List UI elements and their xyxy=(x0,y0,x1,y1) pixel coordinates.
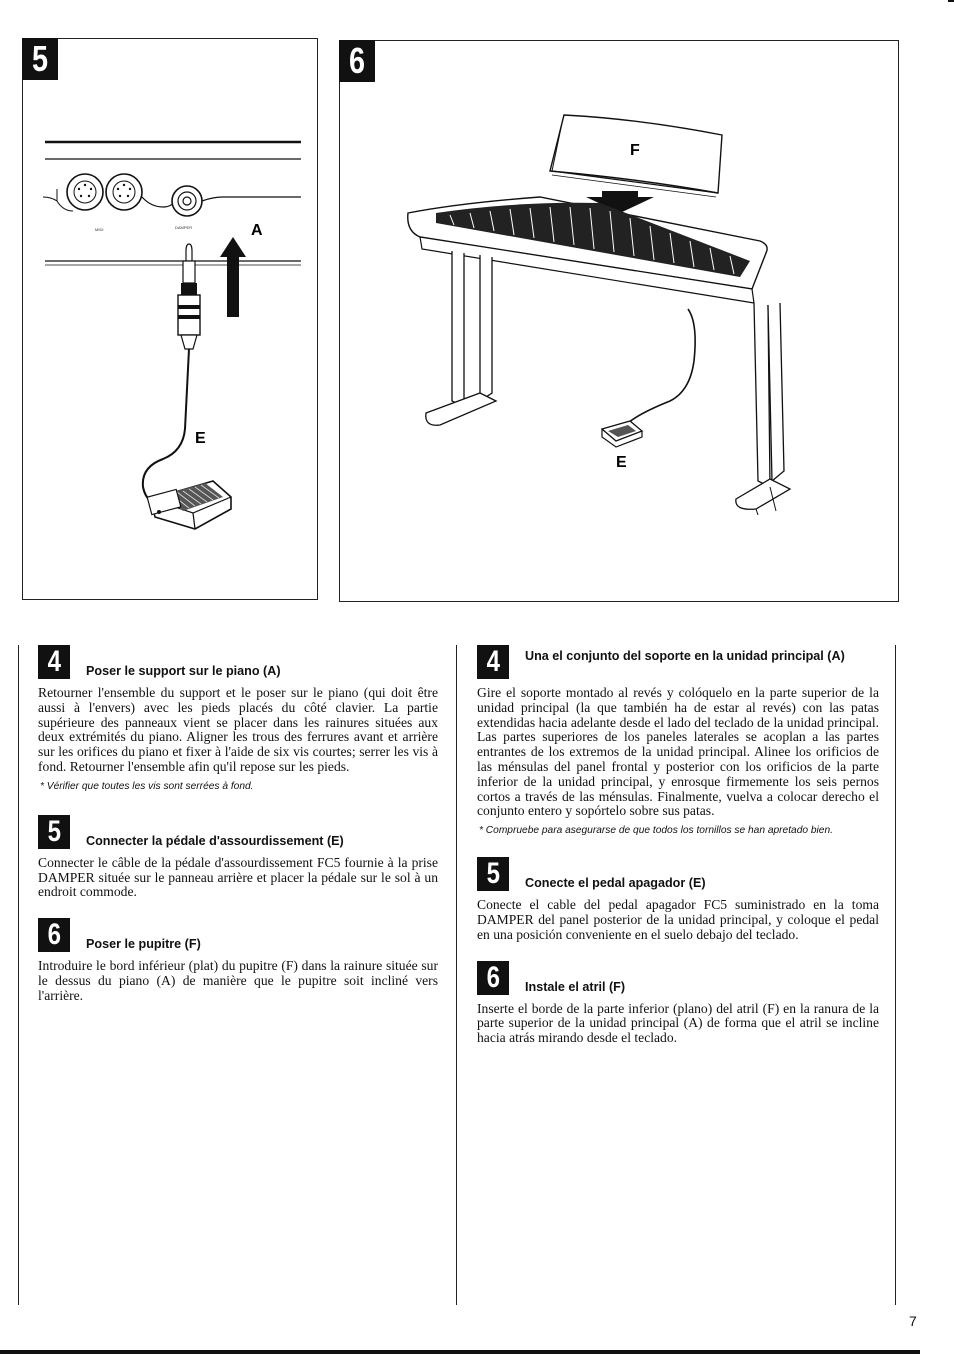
es-step-4-note: * Compruebe para asegurarse de que todos los tornillos se han apretado bien. xyxy=(479,825,833,837)
es-step-5-badge: 5 xyxy=(477,857,509,891)
label-e: E xyxy=(195,430,206,447)
es-step-4-badge: 4 xyxy=(477,645,509,679)
es-step-6-badge: 6 xyxy=(477,961,509,995)
es-section-5 xyxy=(477,857,879,942)
figure-5-damper-connection xyxy=(22,38,318,600)
fr-step-6-title: Poser le pupitre (F) xyxy=(86,937,201,952)
es-step-4-title: Una el conjunto del soporte en la unidad principal (A) xyxy=(525,649,845,663)
fr-step-4-body: Retourner l'ensemble du support et le poser sur le piano (qui doit être aussi à l'envers) avec les pieds placés du côté clavier. La partie supérieure des panneaux vient se placer dans les rainures situées aux deux extrémités du piano. Aligner les trous des ferrures avant et arrière sur les orifices du piano et fixer à l'aide de six vis courtes; serrer les vis à fond. Retourner l'ensemble afin qu'il repose sur les pieds. xyxy=(38,685,438,774)
es-step-6-title: Instale el atril (F) xyxy=(525,979,626,994)
figure-5-badge: 5 xyxy=(22,38,58,80)
es-step-5-title: Conecte el pedal apagador (E) xyxy=(525,876,706,891)
fr-step-6-badge: 6 xyxy=(38,918,70,952)
page-number: 7 xyxy=(909,1313,917,1329)
fr-section-6 xyxy=(38,918,438,1003)
fr-section-4 xyxy=(38,645,438,793)
french-column xyxy=(38,645,438,1004)
column-rule-right xyxy=(895,645,896,1305)
label-f: F xyxy=(630,142,640,159)
es-step-4-body: Gire el soporte montado al revés y colóquelo en la parte superior de la unidad principal (la que también ha de estar al revés) con las patas extendidas hacia adelante desde el lado del teclado de la unidad principal. Las partes superiores de los paneles laterales se acoplan a las partes entrantes de los extremos de la unidad principal. Alinee los orificios de las ménsulas del panel frontal y posterior con los orificios de la parte inferior de la unidad principal, y enrosque firmemente los seis pernos cortos a través de las ménsulas. Finalmente, vuelva a colocar derecho el conjunto entero y sopórtelo sobre sus patas. xyxy=(477,685,879,819)
spanish-column xyxy=(477,645,879,1046)
fr-step-5-body: Connecter le câble de la pédale d'assourdissement FC5 fournie à la prise DAMPER située sur le panneau arrière et placer la pédale sur le sol à un endroit commode. xyxy=(38,854,438,900)
bottom-rule xyxy=(0,1350,920,1354)
figure-6-badge: 6 xyxy=(339,40,375,82)
fr-step-4-badge: 4 xyxy=(38,645,70,679)
figure-6-music-stand xyxy=(339,40,899,602)
fr-step-4-note: * Vérifier que toutes les vis sont serrées à fond. xyxy=(40,780,254,792)
fr-step-6-body: Introduire le bord inférieur (plat) du pupitre (F) dans la rainure située sur le dessus du piano (A) de manière que le pupitre soit incliné vers l'arrière. xyxy=(38,958,438,1003)
midi-port-label: MIDI xyxy=(95,227,104,232)
column-rule-middle xyxy=(456,645,457,1305)
corner-mark xyxy=(948,0,954,2)
music-stand-illustration xyxy=(340,41,900,603)
column-rule-left xyxy=(18,645,19,1305)
label-a: A xyxy=(251,222,263,239)
fr-step-5-title: Connecter la pédale d'assourdissement (E) xyxy=(86,833,344,848)
damper-port-label: DAMPER xyxy=(175,225,193,230)
es-section-6 xyxy=(477,961,879,1046)
fr-section-5 xyxy=(38,815,438,900)
fr-step-5-badge: 5 xyxy=(38,815,70,849)
label-e: E xyxy=(616,454,627,471)
fr-step-4-title: Poser le support sur le piano (A) xyxy=(86,664,281,678)
es-section-4 xyxy=(477,645,879,837)
es-step-5-body: Conecte el cable del pedal apagador FC5 suministrado en la toma DAMPER del panel posterior de la unidad principal, y coloque el pedal en una posición conveniente en el suelo debajo del teclado. xyxy=(477,897,879,942)
es-step-6-body: Inserte el borde de la parte inferior (plano) del atril (F) en la ranura de la parte superior de la unidad principal (A) de forma que el atril se incline hacia atrás mirando desde el teclado. xyxy=(477,1000,879,1046)
damper-connection-illustration xyxy=(23,39,319,601)
